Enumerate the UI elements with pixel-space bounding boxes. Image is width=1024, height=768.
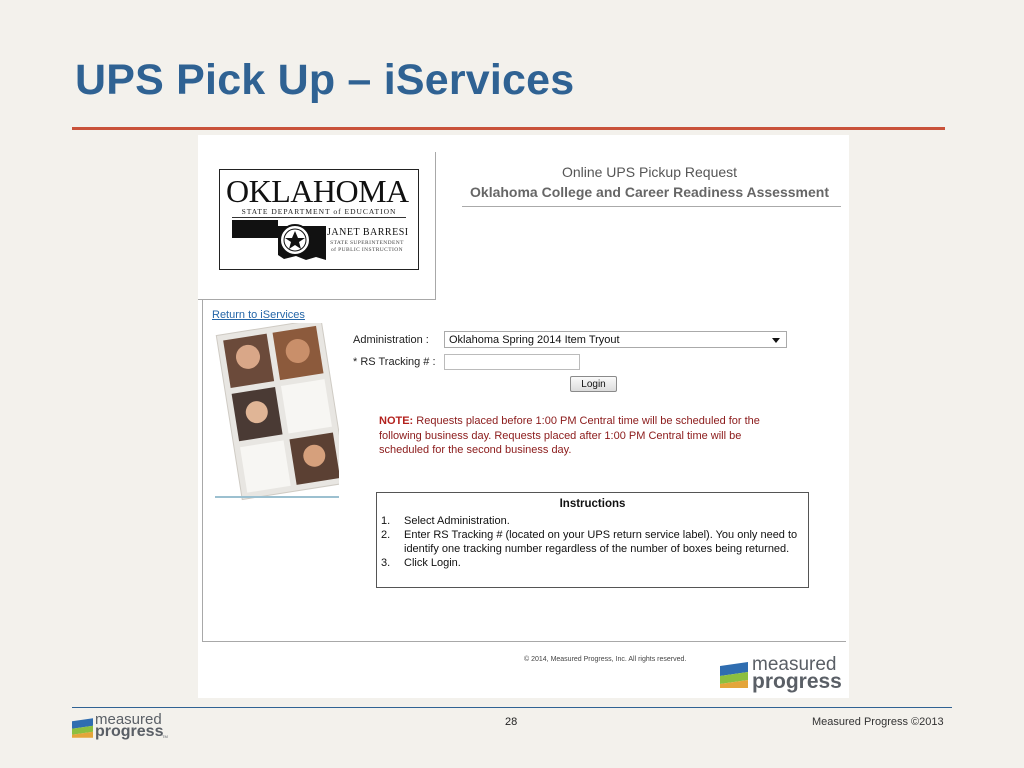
administration-label: Administration : <box>353 334 429 346</box>
instruction-item <box>381 528 801 556</box>
instruction-item <box>381 514 801 528</box>
footer-logo-trademark: TM <box>162 734 168 739</box>
page-header-subtitle: Oklahoma College and Career Readiness Assessment <box>470 184 829 200</box>
footer-copyright: Measured Progress ©2013 <box>812 716 944 728</box>
logo-state-name: OKLAHOMA <box>226 173 409 209</box>
instructions-box <box>376 492 809 588</box>
measured-progress-mark-icon <box>72 717 93 739</box>
note-prefix: NOTE: <box>379 415 414 427</box>
instruction-item <box>381 556 801 570</box>
footer-divider <box>72 707 952 708</box>
page-header-title: Online UPS Pickup Request <box>561 164 738 180</box>
collage-base-line <box>215 496 339 498</box>
instructions-list <box>381 514 801 570</box>
measured-progress-mark-icon <box>720 662 748 688</box>
footer-measured-progress-logo <box>72 712 182 742</box>
oklahoma-sde-logo <box>219 169 419 270</box>
instruction-text: Select Administration. <box>404 515 510 527</box>
rs-tracking-label: * RS Tracking # : <box>353 356 436 368</box>
logo-word-progress: progress <box>752 670 842 693</box>
logo-panel <box>198 152 436 300</box>
header-divider <box>462 206 841 207</box>
logo-superintendent-title-line2: of PUBLIC INSTRUCTION <box>331 246 403 253</box>
logo-department: STATE DEPARTMENT of EDUCATION <box>241 207 397 216</box>
instruction-number: 2. <box>381 529 391 541</box>
rs-tracking-input[interactable] <box>444 354 580 370</box>
measured-progress-logo <box>720 654 842 693</box>
instruction-number: 3. <box>381 557 391 569</box>
dropdown-arrow-icon[interactable] <box>772 338 780 343</box>
instructions-title: Instructions <box>559 498 626 510</box>
instruction-text: Click Login. <box>404 557 461 569</box>
return-to-iservices-link[interactable]: Return to iServices <box>212 309 305 321</box>
logo-superintendent: JANET BARRESI <box>327 227 409 238</box>
student-photo-collage <box>215 323 339 501</box>
instruction-number: 1. <box>381 515 391 527</box>
slide-title: UPS Pick Up – iServices <box>75 56 575 104</box>
footer-logo-word-measured: measured <box>95 711 162 728</box>
instruction-text: Enter RS Tracking # (located on your UPS return service label). You only need to identify one tracking number regardless of the number of boxes being returned. <box>404 529 798 555</box>
note-message <box>379 414 789 458</box>
administration-select[interactable] <box>444 331 787 348</box>
oklahoma-map-seal-icon <box>232 220 328 262</box>
logo-word-measured: measured <box>752 654 837 675</box>
administration-selected-value: Oklahoma Spring 2014 Item Tryout <box>449 334 620 346</box>
logo-divider <box>232 217 406 218</box>
footer-logo-word-progress: progress <box>95 723 164 740</box>
logo-superintendent-title-line1: STATE SUPERINTENDENT <box>330 240 404 246</box>
copyright-text: © 2014, Measured Progress, Inc. All rights reserved. <box>524 656 687 663</box>
note-text: Requests placed before 1:00 PM Central time will be scheduled for the following business day. Requests placed after 1:00 PM Central time will be scheduled for the second business day. <box>379 415 760 456</box>
logo-superintendent-title <box>323 240 411 253</box>
title-divider <box>72 127 945 130</box>
iservices-screenshot <box>198 135 849 698</box>
page-number: 28 <box>505 716 518 728</box>
login-button[interactable]: Login <box>570 376 617 392</box>
